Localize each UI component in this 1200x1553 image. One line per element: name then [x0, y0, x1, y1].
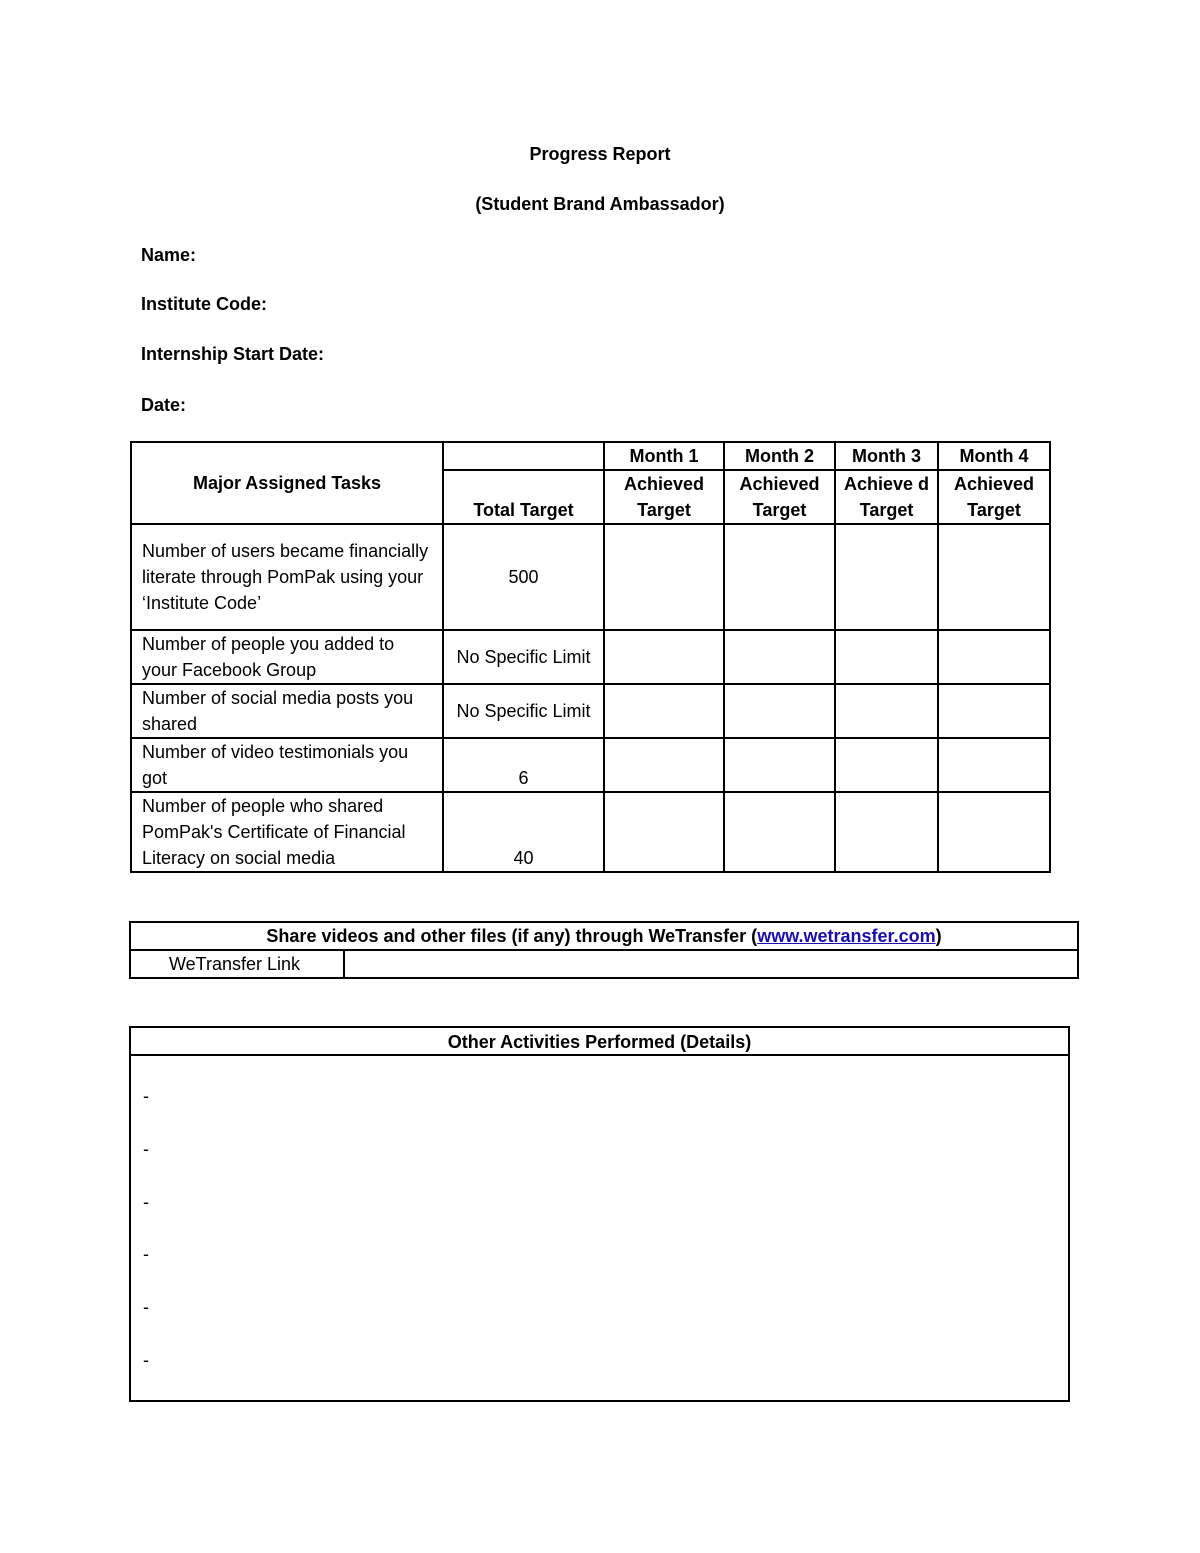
- activity-bullet[interactable]: -: [143, 1350, 149, 1370]
- target-cell: No Specific Limit: [443, 684, 604, 738]
- activity-bullet[interactable]: -: [143, 1244, 149, 1264]
- institute-code-label: Institute Code:: [141, 294, 267, 314]
- page-subtitle: (Student Brand Ambassador): [475, 194, 725, 214]
- target-cell: 6: [443, 738, 604, 792]
- month-4-cell[interactable]: [938, 684, 1050, 738]
- share-header-suffix: ): [935, 926, 942, 946]
- activity-bullet[interactable]: -: [143, 1192, 149, 1212]
- share-header-prefix: Share videos and other files (if any) through WeTransfer (: [266, 926, 758, 946]
- activity-bullet[interactable]: -: [143, 1139, 149, 1159]
- month-4-cell[interactable]: [938, 738, 1050, 792]
- month-1-cell[interactable]: [604, 792, 724, 872]
- task-cell: Number of people who shared PomPak's Certificate of Financial Literacy on social media: [131, 792, 443, 872]
- target-cell: No Specific Limit: [443, 630, 604, 684]
- table-row: [131, 792, 1050, 872]
- table-row: [131, 630, 1050, 684]
- month-3-cell[interactable]: [835, 684, 938, 738]
- target-cell: 40: [443, 792, 604, 872]
- header-major-assigned-tasks: Major Assigned Tasks: [131, 442, 443, 524]
- header-month-3: Month 3: [835, 442, 938, 470]
- tasks-table: [130, 441, 1051, 873]
- header-achieved-target-1: Achieved Target: [604, 470, 724, 524]
- name-label: Name:: [141, 245, 197, 265]
- task-cell: Number of social media posts you shared: [131, 684, 443, 738]
- month-3-cell[interactable]: [835, 524, 938, 630]
- month-2-cell[interactable]: [724, 738, 835, 792]
- share-files-table: [129, 921, 1079, 979]
- task-cell: Number of video testimonials you got: [131, 738, 443, 792]
- month-2-cell[interactable]: [724, 630, 835, 684]
- header-achieved-target-3: Achieve d Target: [835, 470, 938, 524]
- other-activities-box: [129, 1026, 1070, 1402]
- other-activities-header: Other Activities Performed (Details): [131, 1028, 1068, 1056]
- target-cell: 500: [443, 524, 604, 630]
- header-achieved-target-4: Achieved Target: [938, 470, 1050, 524]
- month-4-cell[interactable]: [938, 524, 1050, 630]
- month-4-cell[interactable]: [938, 792, 1050, 872]
- table-row: [131, 738, 1050, 792]
- wetransfer-link[interactable]: www.wetransfer.com: [757, 926, 936, 946]
- internship-start-date-label: Internship Start Date:: [141, 344, 325, 364]
- activity-bullet[interactable]: -: [143, 1086, 149, 1106]
- month-1-cell[interactable]: [604, 630, 724, 684]
- date-label: Date:: [141, 395, 187, 415]
- month-3-cell[interactable]: [835, 630, 938, 684]
- page-title: Progress Report: [529, 144, 671, 164]
- share-header: [130, 922, 1078, 950]
- month-3-cell[interactable]: [835, 792, 938, 872]
- month-1-cell[interactable]: [604, 738, 724, 792]
- wetransfer-link-label: WeTransfer Link: [130, 950, 344, 978]
- month-2-cell[interactable]: [724, 684, 835, 738]
- month-1-cell[interactable]: [604, 524, 724, 630]
- task-cell: Number of users became financially literate through PomPak using your ‘Institute Code’: [131, 524, 443, 630]
- activity-bullet[interactable]: -: [143, 1297, 149, 1317]
- header-month-1: Month 1: [604, 442, 724, 470]
- month-3-cell[interactable]: [835, 738, 938, 792]
- month-4-cell[interactable]: [938, 630, 1050, 684]
- table-row: [131, 524, 1050, 630]
- header-total-target: Total Target: [443, 470, 604, 524]
- month-2-cell[interactable]: [724, 524, 835, 630]
- header-month-2: Month 2: [724, 442, 835, 470]
- header-month-4: Month 4: [938, 442, 1050, 470]
- month-2-cell[interactable]: [724, 792, 835, 872]
- month-1-cell[interactable]: [604, 684, 724, 738]
- header-achieved-target-2: Achieved Target: [724, 470, 835, 524]
- wetransfer-link-field[interactable]: [344, 950, 1078, 978]
- task-cell: Number of people you added to your Facebook Group: [131, 630, 443, 684]
- table-row: [131, 684, 1050, 738]
- header-blank-cell: [443, 442, 604, 470]
